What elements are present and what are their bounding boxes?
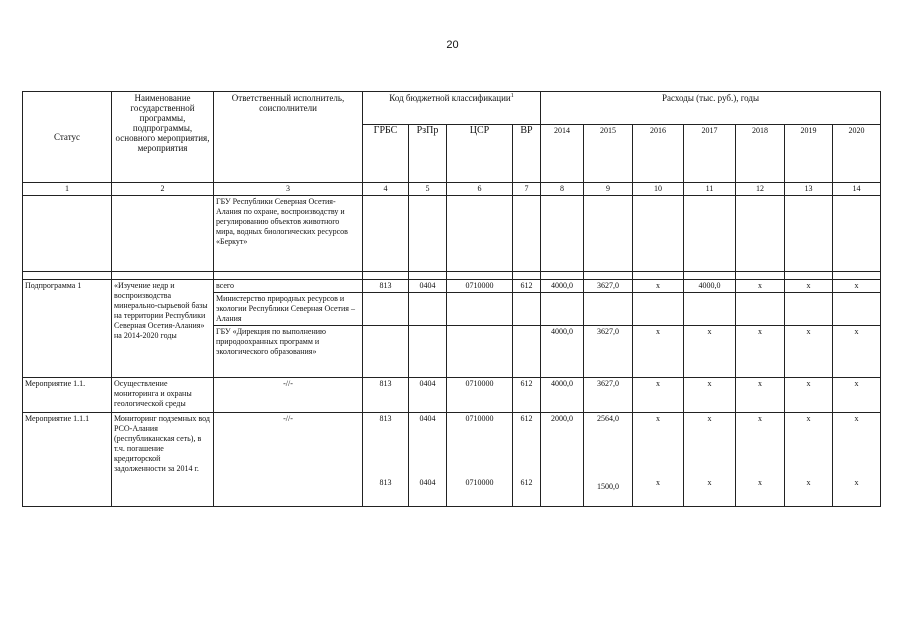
- budget-table: [22, 91, 881, 507]
- rzpr-cell: 0404: [409, 378, 447, 413]
- column-number: 2: [112, 183, 214, 196]
- year-2017-value: х: [707, 414, 712, 423]
- grbs-value: 813: [379, 478, 392, 487]
- vr-cell: [513, 413, 541, 507]
- grbs-cell: [363, 413, 409, 507]
- year-2018-value: х: [758, 414, 763, 423]
- name-cell: Мониторинг подземных вод РСО-Алания (республиканская сеть), в т.ч. погашение кредиторской задолженности за 2014 г.: [112, 413, 214, 507]
- responsible-cell: ГБУ «Дирекция по выполнению природоохранных программ и экологического образования»: [214, 326, 363, 378]
- rzpr-cell: 0404: [409, 280, 447, 293]
- year-2015-cell: [584, 413, 633, 507]
- column-number: 3: [214, 183, 363, 196]
- year-2015-cell: 3627,0: [584, 378, 633, 413]
- year-2019-cell: х: [785, 326, 833, 378]
- year-2016-cell: х: [633, 378, 684, 413]
- year-2020-cell: х: [833, 378, 881, 413]
- header-status: Статус: [23, 92, 112, 183]
- vr-cell: 612: [513, 378, 541, 413]
- year-2016-cell: [633, 413, 684, 507]
- header-year: 2016: [633, 125, 684, 183]
- column-number: 5: [409, 183, 447, 196]
- year-2016-value: х: [656, 478, 661, 487]
- vr-cell: 612: [513, 280, 541, 293]
- year-2017-value: х: [707, 478, 712, 487]
- header-row-top: [23, 92, 881, 125]
- header-csr: ЦСР: [447, 125, 513, 183]
- name-cell: [112, 196, 214, 272]
- header-year: 2015: [584, 125, 633, 183]
- year-2015-value: 1500,0: [597, 482, 620, 491]
- responsible-cell: -//-: [214, 378, 363, 413]
- header-year: 2019: [785, 125, 833, 183]
- responsible-cell: всего: [214, 280, 363, 293]
- csr-value: 0710000: [465, 478, 494, 487]
- column-number: 7: [513, 183, 541, 196]
- column-number: 4: [363, 183, 409, 196]
- header-year: 2017: [684, 125, 736, 183]
- status-cell: Мероприятие 1.1.1: [23, 413, 112, 507]
- header-expenses-group: Расходы (тыс. руб.), годы: [541, 92, 881, 125]
- year-2014-cell: 4000,0: [541, 280, 584, 293]
- table-row: [23, 280, 881, 293]
- year-2017-cell: [684, 413, 736, 507]
- table-row: [23, 196, 881, 272]
- header-name: Наименование государственной программы, подпрограммы, основного мероприятия, мероприятия: [112, 92, 214, 183]
- rzpr-value: 0404: [419, 414, 436, 423]
- status-cell: [23, 196, 112, 272]
- year-2019-cell: х: [785, 280, 833, 293]
- year-2018-cell: х: [736, 326, 785, 378]
- table-row: [23, 378, 881, 413]
- year-2016-value: х: [656, 414, 661, 423]
- year-2018-cell: [736, 413, 785, 507]
- vr-value: 612: [520, 414, 533, 423]
- grbs-cell: 813: [363, 280, 409, 293]
- column-number: 8: [541, 183, 584, 196]
- year-2014-cell: [541, 413, 584, 507]
- year-2014-value: 2000,0: [551, 414, 574, 423]
- responsible-cell: -//-: [214, 413, 363, 507]
- year-2017-cell: х: [684, 378, 736, 413]
- grbs-value: 813: [379, 414, 392, 423]
- rzpr-cell: [409, 413, 447, 507]
- year-2015-cell: 3627,0: [584, 280, 633, 293]
- header-vr: ВР: [513, 125, 541, 183]
- column-number-row: [23, 183, 881, 196]
- column-number: 14: [833, 183, 881, 196]
- column-number: 9: [584, 183, 633, 196]
- year-2016-cell: х: [633, 326, 684, 378]
- year-2018-cell: х: [736, 378, 785, 413]
- year-2019-cell: х: [785, 378, 833, 413]
- header-responsible: Ответственный исполнитель, соисполнители: [214, 92, 363, 183]
- year-2020-value: х: [854, 478, 859, 487]
- csr-cell: 0710000: [447, 280, 513, 293]
- year-2015-cell: 3627,0: [584, 326, 633, 378]
- year-2018-cell: х: [736, 280, 785, 293]
- year-2020-cell: [833, 413, 881, 507]
- name-cell: Осуществление мониторинга и охраны геологической среды: [112, 378, 214, 413]
- responsible-cell: ГБУ Республики Северная Осетия-Алания по охране, воспроизводству и регулированию объектов животного мира, водных биологических ресурсов «Беркут»: [214, 196, 363, 272]
- column-number: 1: [23, 183, 112, 196]
- column-number: 12: [736, 183, 785, 196]
- year-2018-value: х: [758, 478, 763, 487]
- year-2014-cell: 4000,0: [541, 378, 584, 413]
- header-grbs: ГРБС: [363, 125, 409, 183]
- year-2019-cell: [785, 413, 833, 507]
- table-row: [23, 413, 881, 507]
- csr-value: 0710000: [465, 414, 494, 423]
- header-year: 2018: [736, 125, 785, 183]
- vr-value: 612: [520, 478, 533, 487]
- header-kbk-group: Код бюджетной классификации$^1$: [363, 92, 541, 125]
- year-2020-value: х: [854, 414, 859, 423]
- grbs-cell: 813: [363, 378, 409, 413]
- year-2017-cell: х: [684, 326, 736, 378]
- page-number: 20: [446, 39, 459, 51]
- year-2014-cell: 4000,0: [541, 326, 584, 378]
- table-row-spacer: [23, 272, 881, 280]
- header-year: 2014: [541, 125, 584, 183]
- column-number: 10: [633, 183, 684, 196]
- header-year: 2020: [833, 125, 881, 183]
- status-cell: Подпрограмма 1: [23, 280, 112, 378]
- column-number: 6: [447, 183, 513, 196]
- rzpr-value: 0404: [419, 478, 436, 487]
- year-2016-cell: х: [633, 280, 684, 293]
- year-2015-value: 2564,0: [597, 414, 620, 423]
- csr-cell: 0710000: [447, 378, 513, 413]
- column-number: 11: [684, 183, 736, 196]
- year-2020-cell: х: [833, 280, 881, 293]
- year-2019-value: х: [806, 414, 811, 423]
- status-cell: Мероприятие 1.1.: [23, 378, 112, 413]
- csr-cell: [447, 413, 513, 507]
- year-2020-cell: х: [833, 326, 881, 378]
- header-rzpr: РзПр: [409, 125, 447, 183]
- responsible-cell: Министерство природных ресурсов и экологии Республики Северная Осетия – Алания: [214, 293, 363, 326]
- year-2019-value: х: [806, 478, 811, 487]
- name-cell: «Изучение недр и воспроизводства минерально-сырьевой базы на территории Республики Северная Осетия-Алания» на 2014-2020 годы: [112, 280, 214, 378]
- year-2017-cell: 4000,0: [684, 280, 736, 293]
- column-number: 13: [785, 183, 833, 196]
